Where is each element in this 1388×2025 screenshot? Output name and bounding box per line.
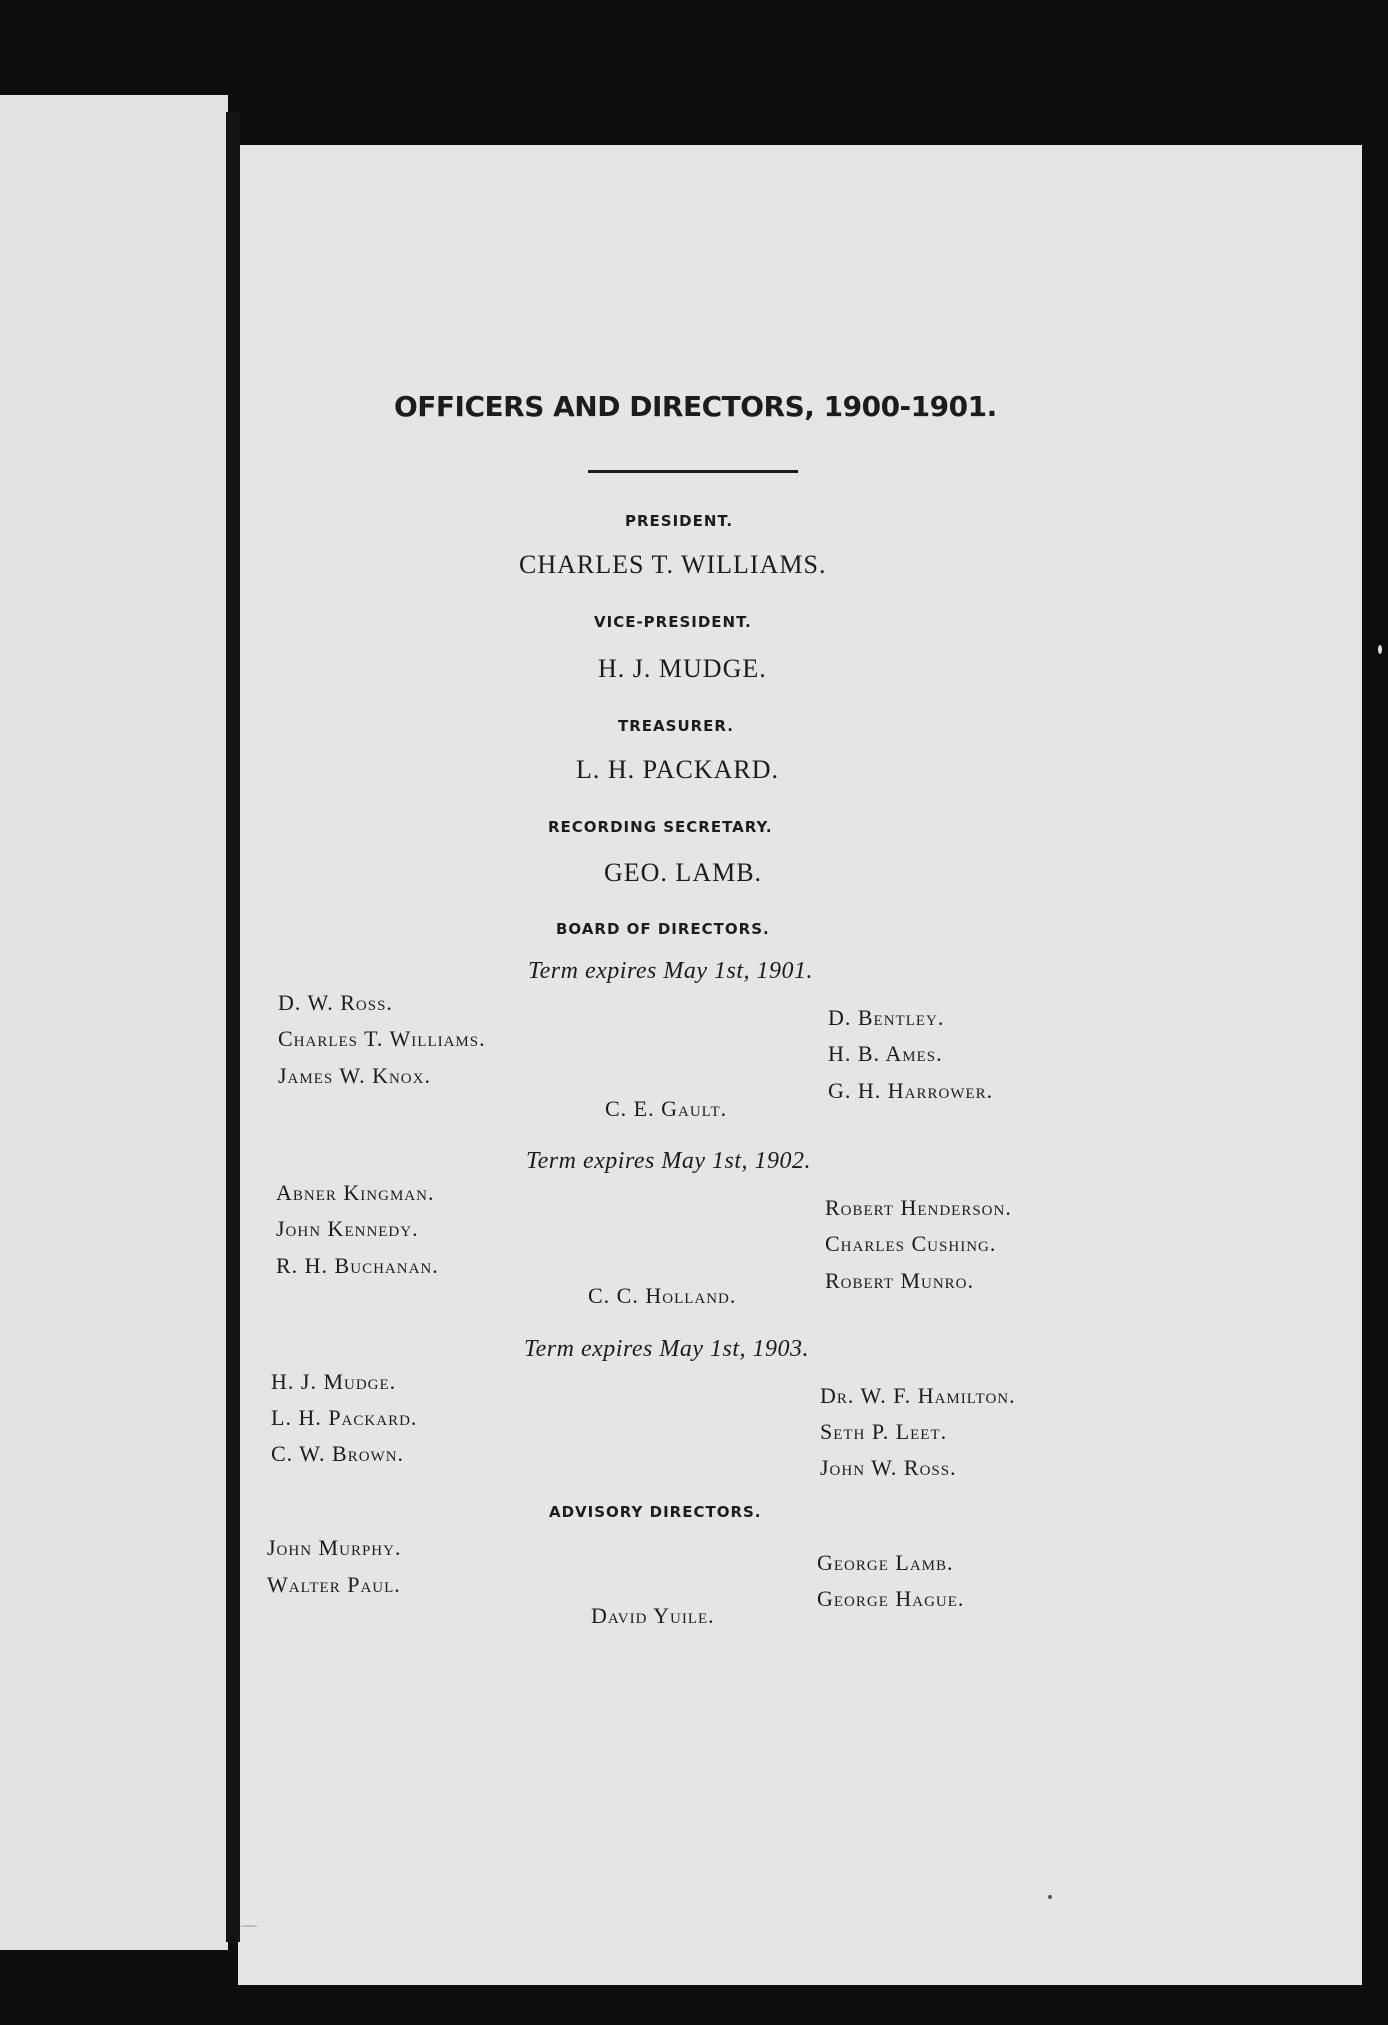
director-name: John W. Ross. (820, 1455, 957, 1480)
advisory-director-name: Walter Paul. (267, 1572, 401, 1597)
director-name: C. W. Brown. (271, 1441, 405, 1466)
director-name: Charles Cushing. (825, 1231, 997, 1256)
treasurer-heading: TREASURER. (618, 717, 734, 735)
title-rule (588, 470, 798, 473)
term-label: Term expires May 1st, 1902. (526, 1148, 812, 1174)
scan-artifact (240, 1925, 258, 1927)
advisory-director-name: George Lamb. (817, 1550, 954, 1575)
page-spine-shadow (226, 112, 240, 1942)
scan-artifact (1378, 645, 1382, 654)
term-label: Term expires May 1st, 1901. (528, 958, 814, 984)
director-name: Dr. W. F. Hamilton. (820, 1383, 1016, 1408)
director-name: L. H. Packard. (271, 1405, 418, 1430)
vice-president-heading: VICE-PRESIDENT. (594, 613, 752, 631)
director-name: Charles T. Williams. (278, 1026, 486, 1051)
director-name: C. C. Holland. (588, 1283, 737, 1308)
director-name: Robert Munro. (825, 1268, 975, 1293)
director-name: James W. Knox. (278, 1063, 431, 1088)
director-name: Abner Kingman. (276, 1180, 435, 1205)
director-name: H. B. Ames. (828, 1041, 943, 1066)
vice-president-name: H. J. MUDGE. (598, 654, 767, 683)
advisory-director-name: David Yuile. (591, 1603, 715, 1628)
director-name: G. H. Harrower. (828, 1078, 994, 1103)
facing-page-edge (0, 95, 228, 1950)
advisory-director-name: John Murphy. (267, 1535, 402, 1560)
term-label: Term expires May 1st, 1903. (524, 1336, 810, 1362)
recording-secretary-name: GEO. LAMB. (604, 858, 763, 887)
director-name: R. H. Buchanan. (276, 1253, 439, 1278)
scan-artifact (1048, 1895, 1052, 1899)
president-heading: PRESIDENT. (625, 512, 734, 530)
board-heading: BOARD OF DIRECTORS. (556, 920, 770, 938)
director-name: John Kennedy. (276, 1216, 419, 1241)
page-title: OFFICERS AND DIRECTORS, 1900-1901. (394, 390, 997, 423)
president-name: CHARLES T. WILLIAMS. (519, 550, 827, 579)
director-name: C. E. Gault. (605, 1096, 728, 1121)
director-name: H. J. Mudge. (271, 1369, 397, 1394)
director-name: D. Bentley. (828, 1005, 945, 1030)
director-name: Robert Henderson. (825, 1195, 1012, 1220)
advisory-heading: ADVISORY DIRECTORS. (549, 1503, 762, 1521)
recording-secretary-heading: RECORDING SECRETARY. (548, 818, 773, 836)
director-name: Seth P. Leet. (820, 1419, 948, 1444)
advisory-director-name: George Hague. (817, 1586, 965, 1611)
treasurer-name: L. H. PACKARD. (576, 755, 780, 784)
director-name: D. W. Ross. (278, 990, 393, 1015)
